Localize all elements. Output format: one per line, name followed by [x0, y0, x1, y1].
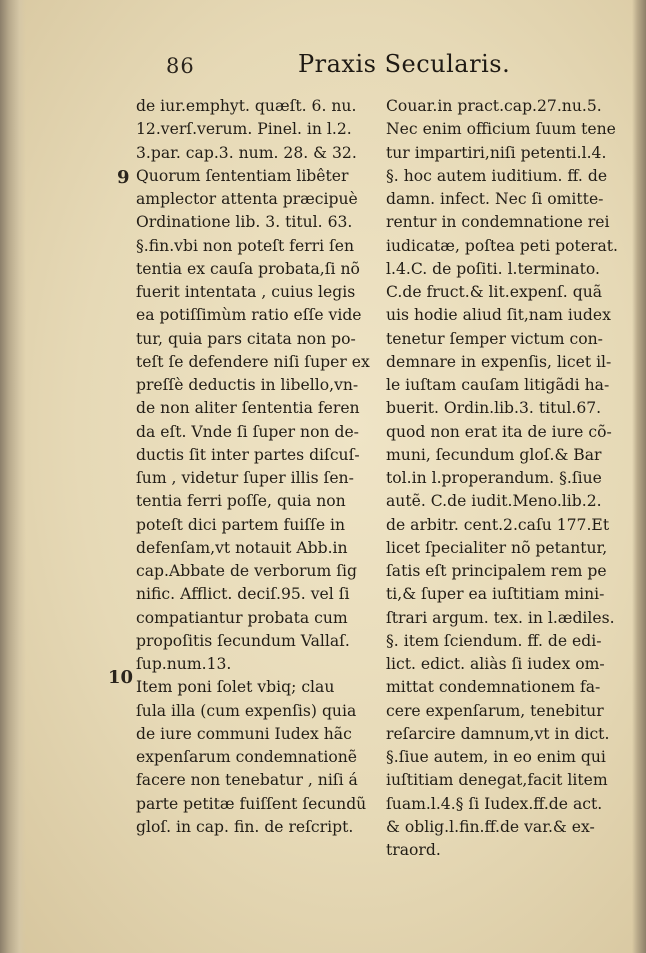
text-line: ſum , videtur ſuper illis ſen- [136, 469, 354, 487]
paragraph-marker-10: 10 [108, 667, 134, 688]
text-line: cap.Abbate de verborum ſig [136, 562, 357, 580]
running-head [0, 50, 646, 84]
text-line: tur impartiri,niſi petenti.l.4. [386, 143, 607, 162]
text-line: tur, quia pars citata non po- [136, 329, 356, 348]
text-line: reſarcire damnum,vt in dict. [386, 724, 610, 743]
text-line: cere expenſarum, tenebitur [386, 701, 604, 720]
text-line: ſtrari argum. tex. in l.ædiles. [386, 608, 615, 627]
text-line: amplector attenta præcipuè [136, 190, 358, 208]
text-line: quod non erat ita de iure cõ- [386, 422, 612, 441]
page-number: 86 [166, 54, 195, 78]
text-line: §.ſiue autem, in eo enim qui [386, 748, 606, 766]
text-line: de iure communi Iudex hãc [136, 724, 352, 743]
text-line: teſt ſe defendere niſi ſuper ex [136, 352, 370, 371]
text-line: tenetur ſemper victum con- [386, 329, 603, 348]
text-line: parte petitæ fuiſſent ſecundũ [136, 794, 367, 813]
text-line: §. hoc autem iuditium. ff. de [386, 166, 608, 185]
text-line: autẽ. C.de iudit.Meno.lib.2. [386, 492, 602, 511]
text-line: iuſtitiam denegat,facit litem [386, 771, 608, 790]
text-line: §. item ſciendum. ff. de edi- [386, 631, 602, 650]
text-line: muni, ſecundum gloſ.& Bar [386, 445, 602, 464]
right-text-column [386, 95, 622, 862]
text-line: & oblig.l.fin.ff.de var.& ex- [386, 817, 595, 836]
text-line: ti,& ſuper ea iuſtitiam mini- [386, 585, 605, 604]
text-line: tentia ferri poſſe, quia non [136, 492, 346, 511]
text-line: traord. [386, 841, 441, 859]
text-line: ſula illa (cum expenſis) quia [136, 701, 357, 720]
text-line: ductis ſit inter partes diſcuſ- [136, 445, 360, 464]
text-line: Item poni ſolet vbiq; clau [136, 678, 335, 697]
text-line: 3.par. cap.3. num. 28. & 32. [136, 143, 357, 162]
text-line: ea potiſſimùm ratio eſſe vide [136, 306, 362, 325]
text-line: C.de fruct.& lit.expenſ. quã [386, 283, 603, 301]
left-text-column [136, 95, 376, 839]
text-line: uis hodie aliud ſit,nam iudex [386, 306, 611, 325]
text-line: rentur in condemnatione rei [386, 213, 610, 232]
text-line: gloſ. in cap. fin. de reſcript. [136, 817, 354, 836]
text-line: buerit. Ordin.lib.3. titul.67. [386, 399, 602, 418]
text-line: fuerit intentata , cuius legis [136, 283, 356, 301]
text-line: le iuſtam cauſam litigãdi ha- [386, 376, 610, 394]
text-line: iudicatæ, poſtea peti poterat. [386, 236, 619, 255]
text-line: l.4.C. de poſiti. l.terminato. [386, 259, 600, 278]
text-line: damn. infect. Nec ſi omitte- [386, 190, 604, 208]
text-line: demnare in expenſis, licet il- [386, 352, 612, 371]
book-spine-shadow [0, 0, 26, 953]
running-title: Praxis Secularis. [298, 50, 511, 78]
text-line: da eſt. Vnde ſi ſuper non de- [136, 422, 359, 441]
text-line: tentia ex cauſa probata,ſi nõ [136, 259, 360, 278]
text-line: de iur.emphyt. quæſt. 6. nu. [136, 97, 357, 115]
text-line: lict. edict. aliàs ſi iudex om- [386, 655, 605, 673]
text-line: ſatis eſt principalem rem pe [386, 562, 607, 580]
text-line: preſſè deductis in libello,vn- [136, 376, 359, 394]
page-edge-shadow [632, 0, 646, 953]
text-line: tol.in l.properandum. §.ſiue [386, 469, 602, 487]
text-line: Couar.in pract.cap.27.nu.5. [386, 97, 602, 115]
text-line: Nec enim officium ſuum tene [386, 120, 616, 139]
text-line: defenſam,vt notauit Abb.in [136, 538, 348, 557]
text-line: poteſt dici partem fuiſſe in [136, 515, 346, 534]
text-line: licet ſpecialiter nõ petantur, [386, 538, 608, 557]
text-line: Quorum ſententiam libêter [136, 166, 349, 185]
text-line: expenſarum condemnationẽ [136, 748, 358, 766]
text-line: ſuam.l.4.§ ſi Iudex.ff.de act. [386, 794, 603, 813]
text-line: compatiantur probata cum [136, 608, 348, 627]
text-line: de non aliter ſententia feren [136, 399, 360, 418]
text-line: §.fin.vbi non poteſt ferri ſen [136, 236, 355, 255]
text-line: ſup.num.13. [136, 655, 232, 673]
text-line: propoſitis ſecundum Vallaſ. [136, 631, 350, 650]
text-line: mittat condemnationem fa- [386, 678, 601, 697]
paragraph-marker-9: 9 [117, 167, 130, 188]
text-line: 12.verſ.verum. Pinel. in l.2. [136, 120, 352, 139]
text-line: de arbitr. cent.2.caſu 177.Et [386, 515, 610, 534]
text-line: Ordinatione lib. 3. titul. 63. [136, 213, 353, 232]
text-line: facere non tenebatur , niſi á [136, 771, 358, 790]
text-line: nific. Afflict. deciſ.95. vel ſi [136, 585, 350, 604]
